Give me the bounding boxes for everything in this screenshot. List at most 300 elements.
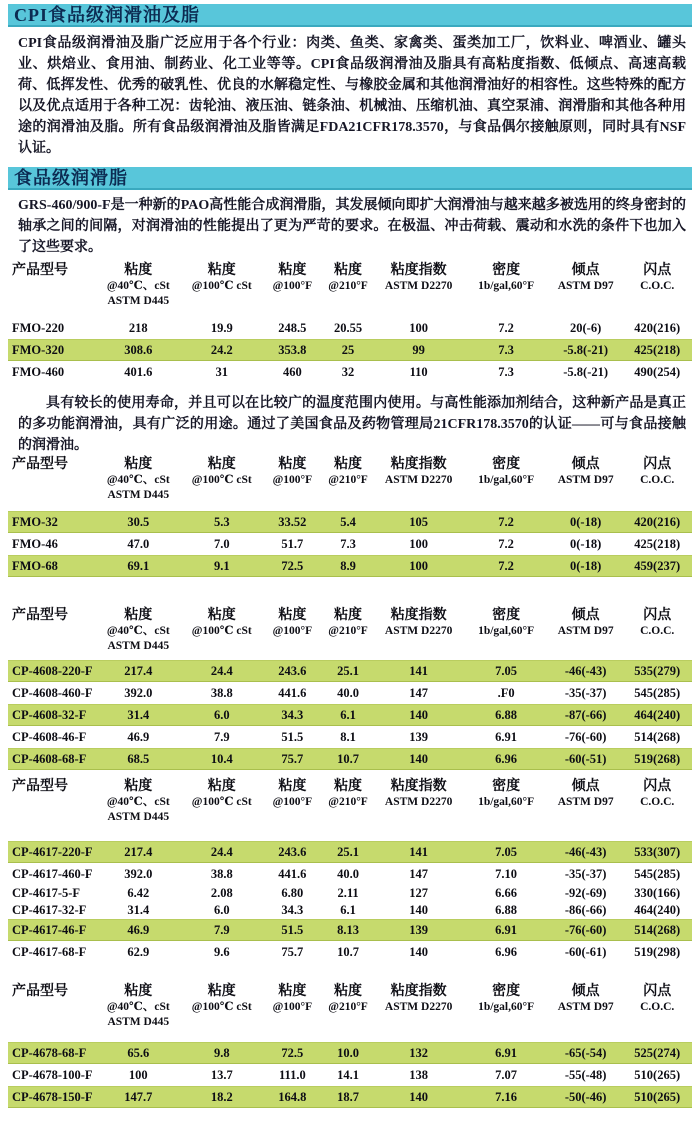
table-row: [8, 902, 692, 919]
cell-value: 8.9: [340, 559, 356, 573]
column-header-label: 粘度: [278, 457, 307, 472]
column-header-sublabel: ASTM D445: [107, 489, 170, 501]
cell-value: 490(254): [634, 365, 681, 379]
column-header: [96, 262, 182, 309]
cell-value: 20(-6): [570, 321, 602, 335]
cell-value: 140: [409, 903, 428, 917]
column-header: [263, 456, 323, 488]
cell-value: 525(274): [634, 1046, 681, 1060]
cell-value: 25: [341, 343, 355, 357]
product-model: CP-4617-46-F: [12, 923, 87, 937]
cell-value: 218: [128, 321, 148, 335]
cell-value: 31: [215, 365, 229, 379]
cell-value: 13.7: [210, 1068, 233, 1082]
cell-value: 8.13: [337, 923, 359, 937]
column-header-label: 粘度: [278, 263, 307, 278]
product-model: CP-4608-220-F: [12, 664, 93, 678]
column-header-sublabel: ASTM D97: [557, 474, 614, 486]
column-header-sublabel: @100℃ cSt: [191, 796, 252, 808]
cell-value: 19.9: [210, 321, 233, 335]
column-header: [96, 607, 182, 654]
table-row: [8, 704, 692, 726]
column-header: [463, 607, 549, 639]
column-header-sublabel: ASTM D2270: [384, 1001, 453, 1013]
cell-value: 243.6: [278, 664, 307, 678]
column-header-sublabel: ASTM D445: [107, 640, 170, 652]
column-header-label: 闪点: [643, 263, 672, 278]
column-header-sublabel: @210°F: [328, 796, 368, 808]
cell-value: 10.7: [337, 752, 359, 766]
column-header-label: 倾点: [571, 608, 600, 623]
cell-value: 510(265): [634, 1090, 681, 1104]
cell-value: 147: [409, 867, 428, 881]
column-header: [463, 456, 549, 488]
column-header-label: 产品型号: [12, 263, 68, 278]
table-row: [8, 339, 692, 361]
cell-value: 18.2: [210, 1090, 233, 1104]
cell-value: 99: [412, 343, 425, 357]
cell-value: 7.9: [213, 730, 230, 744]
cell-value: 100: [409, 321, 428, 335]
column-header: [263, 607, 323, 639]
cell-value: 519(298): [634, 945, 681, 959]
column-header: [322, 456, 374, 488]
cell-value: -5.8(-21): [563, 365, 609, 379]
table-row: [8, 1086, 692, 1108]
cell-value: 32: [341, 365, 355, 379]
table-row: [8, 317, 692, 339]
cell-value: 217.4: [124, 845, 153, 859]
cell-value: 545(285): [634, 867, 681, 881]
cell-value: 40.0: [337, 686, 359, 700]
cell-value: 139: [409, 923, 428, 937]
product-model: CP-4678-150-F: [12, 1090, 93, 1104]
cell-value: 7.3: [498, 365, 514, 379]
column-header-label: 闪点: [643, 457, 672, 472]
cell-value: 7.3: [498, 343, 514, 357]
column-header-label: 产品型号: [12, 457, 68, 472]
cell-value: 459(237): [634, 559, 681, 573]
column-header-sublabel: @210°F: [328, 280, 368, 292]
table-header-row: [8, 262, 692, 309]
column-header-label: 粘度: [124, 263, 153, 278]
column-header: [622, 607, 692, 639]
cell-value: 139: [409, 730, 428, 744]
column-header-model: [8, 778, 96, 795]
cell-value: 147: [409, 686, 428, 700]
column-header-sublabel: @40℃、cSt: [106, 280, 170, 292]
cell-value: 25.1: [337, 845, 359, 859]
cell-value: 6.80: [281, 886, 304, 900]
column-header: [263, 983, 323, 1015]
column-header-sublabel: @100°F: [272, 474, 313, 486]
column-header-sublabel: ASTM D97: [557, 280, 614, 292]
cell-value: 6.42: [127, 886, 150, 900]
cell-value: -5.8(-21): [563, 343, 609, 357]
section-title-bar-oils: [8, 4, 692, 27]
cell-value: 7.05: [495, 664, 518, 678]
column-header: [263, 778, 323, 810]
cell-value: 6.96: [495, 752, 518, 766]
cell-value: 353.8: [278, 343, 307, 357]
cell-value: 18.7: [337, 1090, 359, 1104]
product-model: CP-4617-460-F: [12, 867, 93, 881]
product-model: CP-4617-32-F: [12, 903, 87, 917]
column-header-sublabel: ASTM D97: [557, 796, 614, 808]
column-header-sublabel: ASTM D2270: [384, 625, 453, 637]
column-header-sublabel: @40℃、cSt: [106, 625, 170, 637]
cell-value: 217.4: [124, 664, 153, 678]
cell-value: 24.2: [210, 343, 233, 357]
column-header-label: 产品型号: [12, 779, 68, 794]
cell-value: 75.7: [281, 945, 304, 959]
column-header-label: 粘度: [207, 779, 236, 794]
column-header: [96, 778, 182, 825]
cell-value: 38.8: [210, 867, 233, 881]
product-model: CP-4608-32-F: [12, 708, 87, 722]
column-header-sublabel: C.O.C.: [640, 796, 675, 808]
column-header-sublabel: 1b/gal,60°F: [478, 474, 535, 486]
cell-value: 7.10: [495, 867, 518, 881]
cell-value: 140: [409, 1090, 428, 1104]
product-model: CP-4678-68-F: [12, 1046, 87, 1060]
cell-value: 330(166): [634, 886, 681, 900]
cell-value: 72.5: [281, 559, 304, 573]
column-header-label: 粘度: [334, 984, 363, 999]
cell-value: 464(240): [634, 708, 681, 722]
column-header: [549, 262, 623, 294]
cell-value: 5.4: [340, 515, 356, 529]
column-header: [181, 607, 263, 639]
product-model: FMO-320: [12, 343, 65, 357]
cell-value: 46.9: [127, 923, 150, 937]
column-header: [374, 456, 463, 488]
column-header: [549, 456, 623, 488]
column-header-label: 粘度: [124, 457, 153, 472]
cell-value: 420(216): [634, 515, 681, 529]
column-header-label: 产品型号: [12, 984, 68, 999]
cell-value: -46(-43): [564, 845, 607, 859]
column-header-sublabel: ASTM D2270: [384, 474, 453, 486]
product-model: CP-4617-68-F: [12, 945, 87, 959]
section-title-bar-grease: [8, 167, 692, 190]
product-model: CP-4678-100-F: [12, 1068, 93, 1082]
column-header: [549, 778, 623, 810]
column-header: [322, 983, 374, 1015]
table-row: [8, 660, 692, 682]
table-row: [8, 1064, 692, 1086]
column-header-label: 粘度: [124, 608, 153, 623]
cell-value: 425(218): [634, 537, 681, 551]
cell-value: 420(216): [634, 321, 681, 335]
cell-value: 46.9: [127, 730, 150, 744]
cell-value: 248.5: [278, 321, 307, 335]
cell-value: 2.11: [337, 886, 359, 900]
column-header-model: [8, 456, 96, 473]
cell-value: -35(-37): [564, 867, 607, 881]
column-header-model: [8, 262, 96, 279]
cell-value: 514(268): [634, 923, 681, 937]
cell-value: 138: [409, 1068, 428, 1082]
product-model: CP-4617-5-F: [12, 886, 81, 900]
product-table-cp4617: [8, 778, 692, 963]
column-header: [549, 983, 623, 1015]
column-header-model: [8, 983, 96, 1000]
column-header-sublabel: @100°F: [272, 625, 313, 637]
cell-value: 460: [282, 365, 302, 379]
column-header-sublabel: C.O.C.: [640, 474, 675, 486]
cell-value: 31.4: [127, 903, 150, 917]
table-header-row: [8, 456, 692, 503]
column-header-label: 密度: [492, 779, 521, 794]
cell-value: 51.5: [281, 730, 304, 744]
column-header-sublabel: ASTM D445: [107, 295, 170, 307]
cell-value: 140: [409, 752, 428, 766]
column-header-label: 粘度指数: [390, 608, 447, 623]
cell-value: 24.4: [210, 845, 233, 859]
cell-value: 9.1: [213, 559, 230, 573]
cell-value: 533(307): [634, 845, 681, 859]
column-header: [463, 262, 549, 294]
column-header: [322, 778, 374, 810]
cell-value: 34.3: [281, 708, 304, 722]
cell-value: 38.8: [210, 686, 233, 700]
column-header-sublabel: ASTM D445: [107, 811, 170, 823]
cell-value: 20.55: [333, 321, 363, 335]
table-body: [8, 1042, 692, 1108]
column-header-label: 粘度: [278, 608, 307, 623]
column-header: [263, 262, 323, 294]
column-header: [463, 983, 549, 1015]
column-header: [622, 262, 692, 294]
cell-value: 132: [409, 1046, 428, 1060]
cell-value: 6.0: [213, 903, 230, 917]
cell-value: 441.6: [278, 686, 307, 700]
cell-value: 31.4: [127, 708, 150, 722]
column-header-sublabel: 1b/gal,60°F: [478, 796, 535, 808]
cell-value: 9.8: [213, 1046, 230, 1060]
cell-value: 69.1: [127, 559, 150, 573]
cell-value: 535(279): [634, 664, 681, 678]
product-model: FMO-32: [12, 515, 58, 529]
column-header-sublabel: @100℃ cSt: [191, 1001, 252, 1013]
cell-value: 75.7: [281, 752, 304, 766]
cell-value: 72.5: [281, 1046, 304, 1060]
cell-value: 0(-18): [570, 537, 602, 551]
cell-value: -35(-37): [564, 686, 607, 700]
column-header-sublabel: ASTM D445: [107, 1016, 170, 1028]
product-model: CP-4617-220-F: [12, 845, 93, 859]
product-table-cp4608: [8, 607, 692, 770]
cell-value: 100: [409, 537, 428, 551]
table-row: [8, 941, 692, 963]
column-header-label: 粘度指数: [390, 263, 447, 278]
cell-value: 65.6: [127, 1046, 150, 1060]
column-header-sublabel: 1b/gal,60°F: [478, 280, 535, 292]
column-header-label: 密度: [492, 608, 521, 623]
cell-value: 545(285): [634, 686, 681, 700]
column-header-label: 闪点: [643, 608, 672, 623]
cell-value: 243.6: [278, 845, 307, 859]
column-header: [181, 456, 263, 488]
cell-value: 141: [409, 845, 428, 859]
table-row: [8, 533, 692, 555]
column-header-label: 密度: [492, 457, 521, 472]
column-header-label: 粘度: [278, 984, 307, 999]
column-header-sublabel: @210°F: [328, 625, 368, 637]
column-header-sublabel: @40℃、cSt: [106, 1001, 170, 1013]
cell-value: 140: [409, 708, 428, 722]
product-model: FMO-68: [12, 559, 58, 573]
column-header-sublabel: ASTM D97: [557, 1001, 614, 1013]
column-header-sublabel: @210°F: [328, 474, 368, 486]
cell-value: 9.6: [213, 945, 230, 959]
column-header-sublabel: 1b/gal,60°F: [478, 1001, 535, 1013]
cell-value: 6.88: [495, 903, 518, 917]
column-header-label: 密度: [492, 263, 521, 278]
cell-value: 6.66: [495, 886, 518, 900]
cell-value: 441.6: [278, 867, 307, 881]
column-header-sublabel: @100°F: [272, 1001, 313, 1013]
cell-value: 5.3: [213, 515, 230, 529]
cell-value: -60(-61): [564, 945, 607, 959]
column-header-sublabel: @210°F: [328, 1001, 368, 1013]
cell-value: 105: [409, 515, 428, 529]
column-header-label: 密度: [492, 984, 521, 999]
column-header-sublabel: @100℃ cSt: [191, 625, 252, 637]
column-header-label: 粘度: [207, 457, 236, 472]
column-header-label: 粘度: [207, 608, 236, 623]
cell-value: 7.2: [498, 321, 514, 335]
column-header-label: 粘度: [207, 984, 236, 999]
cell-value: 7.07: [495, 1068, 518, 1082]
cell-value: 14.1: [337, 1068, 359, 1082]
product-table-fmo-low-viscosity: [8, 456, 692, 577]
column-header-label: 粘度: [124, 779, 153, 794]
table-row: [8, 919, 692, 941]
intro-paragraph: CPI食品级润滑油及脂广泛应用于各个行业：肉类、鱼类、家禽类、蛋类加工厂，饮料业、啤酒业、罐头业、烘焙业、食用油、制药业、化工业等等。CPI食品级润滑油及脂具有高粘度指数、低倾点、高速高载荷、低挥发性、优秀的破乳性、优良的水解稳定性、与橡胶金属和其他润滑油好的相容性。这些特殊的配方以及优点适用于各种工况：齿轮油、液压油、链条油、机械油、压缩机油、真空泵浦、润滑脂和其他各种用途的润滑油及脂。所有食品级润滑油及脂皆满足FDA21CFR178.3570，与食品偶尔接触原则，同时具有NSF认证。: [18, 36, 686, 156]
table-body: [8, 317, 692, 383]
column-header-label: 粘度指数: [390, 984, 447, 999]
column-header: [622, 983, 692, 1015]
column-header-label: 粘度: [334, 263, 363, 278]
table-row: [8, 885, 692, 902]
table-row: [8, 726, 692, 748]
column-header: [549, 607, 623, 639]
cell-value: 141: [409, 664, 428, 678]
column-header-label: 粘度: [124, 984, 153, 999]
cell-value: 464(240): [634, 903, 681, 917]
column-header: [322, 607, 374, 639]
cell-value: 47.0: [127, 537, 150, 551]
cell-value: 7.0: [213, 537, 230, 551]
cell-value: 392.0: [124, 686, 153, 700]
table-body: [8, 660, 692, 770]
cell-value: 6.96: [495, 945, 518, 959]
cell-value: 510(265): [634, 1068, 681, 1082]
cell-value: 6.0: [213, 708, 230, 722]
cell-value: 33.52: [278, 515, 307, 529]
column-header-sublabel: @40℃、cSt: [106, 474, 170, 486]
column-header-sublabel: @40℃、cSt: [106, 796, 170, 808]
column-header-model: [8, 607, 96, 624]
column-header-sublabel: @100°F: [272, 280, 313, 292]
cell-value: 100: [128, 1068, 148, 1082]
cell-value: 392.0: [124, 867, 153, 881]
cell-value: 519(268): [634, 752, 681, 766]
column-header-sublabel: @100℃ cSt: [191, 474, 252, 486]
cell-value: 68.5: [127, 752, 150, 766]
column-header: [181, 262, 263, 294]
cell-value: 24.4: [210, 664, 233, 678]
column-header-label: 倾点: [571, 263, 600, 278]
column-header: [463, 778, 549, 810]
table-row: [8, 555, 692, 577]
cell-value: -86(-66): [564, 903, 607, 917]
column-header-sublabel: C.O.C.: [640, 625, 675, 637]
column-header: [322, 262, 374, 294]
table-row: [8, 682, 692, 704]
column-header-label: 粘度: [278, 779, 307, 794]
product-model: FMO-460: [12, 365, 65, 379]
column-header: [374, 778, 463, 810]
column-header: [96, 983, 182, 1030]
cell-value: 308.6: [124, 343, 153, 357]
cell-value: 34.3: [281, 903, 304, 917]
cell-value: -76(-60): [564, 923, 607, 937]
column-header-label: 倾点: [571, 457, 600, 472]
table-header-row: [8, 983, 692, 1030]
benefits-paragraph: 具有较长的使用寿命，并且可以在比较广的温度范围内使用。与高性能添加剂结合，这种新产品是真正的多功能润滑油，具有广泛的用途。通过了美国食品及药物管理局21CFR178.3570的认证——可与食品接触的润滑油。: [18, 396, 686, 453]
cell-value: 10.4: [210, 752, 233, 766]
column-header-sublabel: 1b/gal,60°F: [478, 625, 535, 637]
column-header-label: 闪点: [643, 984, 672, 999]
cell-value: 127: [409, 886, 428, 900]
cell-value: -55(-48): [564, 1068, 607, 1082]
column-header-sublabel: ASTM D97: [557, 625, 614, 637]
column-header: [622, 778, 692, 810]
column-header: [96, 456, 182, 503]
cell-value: 30.5: [127, 515, 150, 529]
cell-value: 6.91: [495, 923, 518, 937]
column-header-label: 粘度指数: [390, 779, 447, 794]
column-header-sublabel: C.O.C.: [640, 280, 675, 292]
column-header-sublabel: ASTM D2270: [384, 796, 453, 808]
cell-value: 7.3: [340, 537, 356, 551]
cell-value: .F0: [497, 686, 515, 700]
column-header-sublabel: @100℃ cSt: [191, 280, 252, 292]
column-header: [374, 983, 463, 1015]
product-model: FMO-46: [12, 537, 58, 551]
column-header: [374, 262, 463, 294]
table-body: [8, 511, 692, 577]
column-header: [622, 456, 692, 488]
product-table-fmo-high-viscosity: [8, 262, 692, 383]
cell-value: 110: [409, 365, 428, 379]
column-header: [181, 983, 263, 1015]
cell-value: 6.91: [495, 730, 518, 744]
cell-value: 6.1: [340, 903, 356, 917]
cell-value: 0(-18): [570, 559, 602, 573]
cell-value: 7.9: [213, 923, 230, 937]
product-model: CP-4608-68-F: [12, 752, 87, 766]
column-header-label: 粘度: [334, 608, 363, 623]
cell-value: 2.08: [210, 886, 233, 900]
table-row: [8, 361, 692, 383]
column-header-label: 粘度: [334, 779, 363, 794]
cell-value: -50(-46): [564, 1090, 607, 1104]
table-header-row: [8, 607, 692, 654]
